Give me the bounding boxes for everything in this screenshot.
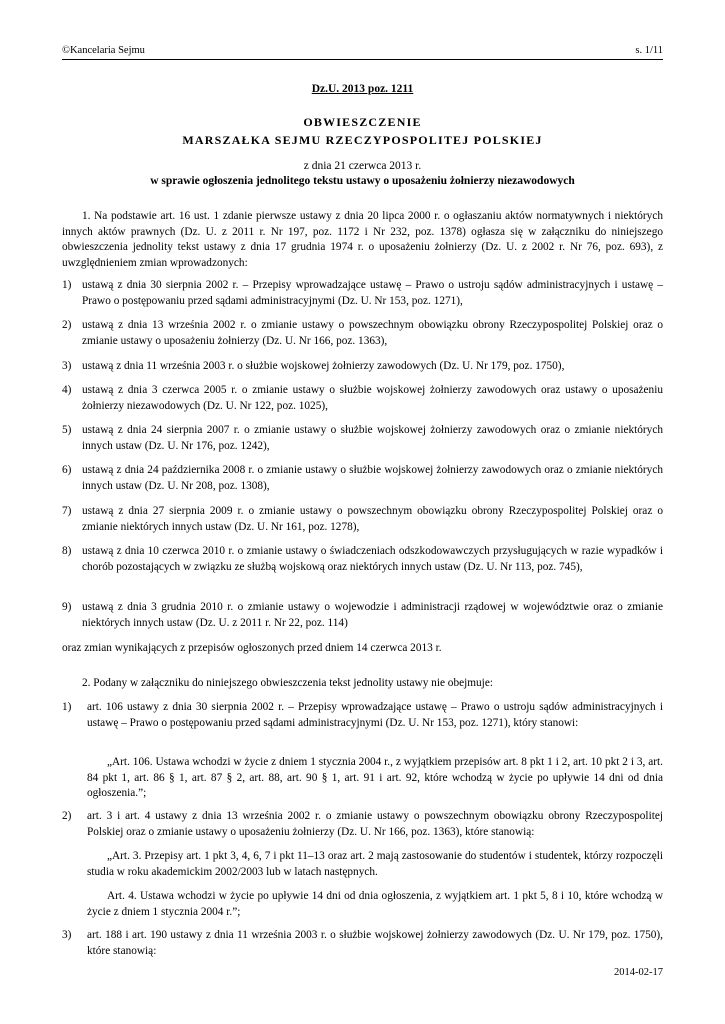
list-item (62, 928, 663, 959)
list-number: 7) (62, 505, 72, 517)
list-item (62, 600, 663, 631)
document-subject: w sprawie ogłoszenia jednolitego tekstu ustawy o uposażeniu żołnierzy niezawodowych (150, 175, 575, 187)
list-text: ustawą z dnia 27 sierpnia 2009 r. o zmianie ustawy o powszechnym obowiązku obrony Rzeczypospolitej Polskiej oraz o zmianie niektórych innych ustaw (Dz. U. Nr 161, poz. 1278), (82, 505, 663, 533)
list-text: art. 106 ustawy z dnia 30 sierpnia 2002 r. – Przepisy wprowadzające ustawę – Prawo o ustroju sądów administracyjnych i ustawę – Prawo o postępowaniu przed sądami administracyjnymi (Dz. U. Nr 153, poz. 1271), który stanowi: (87, 701, 663, 729)
list-item (62, 544, 663, 575)
list-number: 3) (62, 929, 72, 941)
list-item (62, 278, 663, 309)
document-title: OBWIESZCZENIE (303, 115, 422, 129)
list-number: 6) (62, 464, 72, 476)
quoted-article: „Art. 106. Ustawa wchodzi w życie z dniem 1 stycznia 2004 r., z wyjątkiem przepisów art. 8 pkt 1 i 2, art. 10 pkt 2 i 3, art. 84 pkt 1, art. 86 § 1, art. 87 § 2, art. 88, art. 90 § 1, art. 91 i art. 92, które wchodzą w życie po upływie 14 dni od dnia ogłoszenia.”; (87, 756, 663, 799)
list-item (62, 700, 663, 731)
list-text: ustawą z dnia 3 czerwca 2005 r. o zmianie ustawy o służbie wojskowej żołnierzy zawodowych oraz ustawy o uposażeniu żołnierzy niezawodowych (Dz. U. Nr 122, poz. 1025), (82, 384, 663, 412)
list-text: ustawą z dnia 24 sierpnia 2007 r. o zmianie ustawy o służbie wojskowej żołnierzy zawodowych oraz o zmianie niektórych innych ustaw (Dz. U. Nr 176, poz. 1242), (82, 424, 663, 452)
paragraph-2: 2. Podany w załączniku do niniejszego obwieszczenia tekst jednolity ustawy nie obejmuje: (82, 677, 493, 689)
list-number: 1) (62, 701, 72, 713)
paragraph-1: 1. Na podstawie art. 16 ust. 1 zdanie pierwsze ustawy z dnia 20 lipca 2000 r. o ogłaszaniu aktów normatywnych i niektórych innych aktów prawnych (Dz. U. z 2011 r. Nr 197, poz. 1172 i Nr 232, poz. 1378) ogłasza się w załączniku do niniejszego obwieszczenia jednolity tekst ustawy z dnia 17 grudnia 1974 r. o uposażeniu żołnierzy (Dz. U. z 2002 r. Nr 76, poz. 693), z uwzględnieniem zmian wprowadzonych: (62, 210, 663, 269)
paragraph-closing: oraz zmian wynikających z przepisów ogłoszonych przed dniem 14 czerwca 2013 r. (62, 642, 442, 654)
list-number: 8) (62, 545, 72, 557)
list-text: ustawą z dnia 30 sierpnia 2002 r. – Przepisy wprowadzające ustawę – Prawo o ustroju sądów administracyjnych i ustawę – Prawo o postępowaniu przed sądami administracyjnymi (Dz. U. Nr 153, poz. 1271), (82, 279, 663, 307)
document-date: z dnia 21 czerwca 2013 r. (303, 160, 422, 172)
page-header (62, 45, 663, 60)
list-item (62, 463, 663, 494)
list-number: 5) (62, 424, 72, 436)
list-item (62, 318, 663, 349)
list-item (62, 359, 663, 375)
list-text: ustawą z dnia 13 września 2002 r. o zmianie ustawy o powszechnym obowiązku obrony Rzeczypospolitej Polskiej oraz o zmianie ustawy o uposażeniu żołnierzy (Dz. U. Nr 166, poz. 1363), (82, 319, 663, 347)
footer-date: 2014-02-17 (614, 967, 663, 978)
list-text: ustawą z dnia 10 czerwca 2010 r. o zmianie ustawy o świadczeniach odszkodowawczych przysługujących w razie wypadków i chorób pozostających w związku ze służbą wojskową oraz niektórych innych ustaw (Dz. U. Nr 113, poz. 745), (82, 545, 663, 573)
list-item (62, 504, 663, 535)
list-text: art. 3 i art. 4 ustawy z dnia 13 września 2002 r. o zmianie ustawy o powszechnym obowiązku obrony Rzeczypospolitej Polskiej oraz o zmianie ustawy o uposażeniu żołnierzy (Dz. U. Nr 166, poz. 1363), które stanowią: (87, 810, 663, 838)
list-number: 9) (62, 601, 72, 613)
list-text: art. 188 i art. 190 ustawy z dnia 11 września 2003 r. o służbie wojskowej żołnierzy zawodowych (Dz. U. Nr 179, poz. 1750), które stanowią: (87, 929, 663, 957)
list-number: 2) (62, 810, 72, 822)
list-item (62, 383, 663, 414)
list-item (62, 423, 663, 454)
quoted-article: Art. 4. Ustawa wchodzi w życie po upływie 14 dni od dnia ogłoszenia, z wyjątkiem art. 1 pkt 5, 8 i 10, które wchodzą w życie z dniem 1 stycznia 2004 r.”; (87, 890, 663, 918)
list-number: 4) (62, 384, 72, 396)
list-text: ustawą z dnia 3 grudnia 2010 r. o zmianie ustawy o wojewodzie i administracji rządowej w województwie oraz o zmianie niektórych innych ustaw (Dz. U. z 2011 r. Nr 22, poz. 114) (82, 601, 663, 629)
list-item (62, 809, 663, 840)
document-issuer: MARSZAŁKA SEJMU RZECZYPOSPOLITEJ POLSKIEJ (182, 133, 543, 147)
list-text: ustawą z dnia 24 października 2008 r. o zmianie ustawy o służbie wojskowej żołnierzy zawodowych oraz o zmianie niektórych innych ustaw (Dz. U. Nr 208, poz. 1308), (82, 464, 663, 492)
list-text: ustawą z dnia 11 września 2003 r. o służbie wojskowej żołnierzy zawodowych (Dz. U. Nr 179, poz. 1750), (82, 360, 565, 372)
journal-reference: Dz.U. 2013 poz. 1211 (311, 83, 414, 95)
list-number: 3) (62, 360, 72, 372)
quoted-article: „Art. 3. Przepisy art. 1 pkt 3, 4, 6, 7 i pkt 11–13 oraz art. 2 mają zastosowanie do studentów i studentek, którzy rozpoczęli studia w roku akademickim 2002/2003 lub w latach następnych. (87, 850, 663, 878)
header-publisher: ©Kancelaria Sejmu (62, 45, 145, 56)
header-page-number: s. 1/11 (635, 45, 663, 56)
list-number: 2) (62, 319, 72, 331)
list-number: 1) (62, 279, 72, 291)
